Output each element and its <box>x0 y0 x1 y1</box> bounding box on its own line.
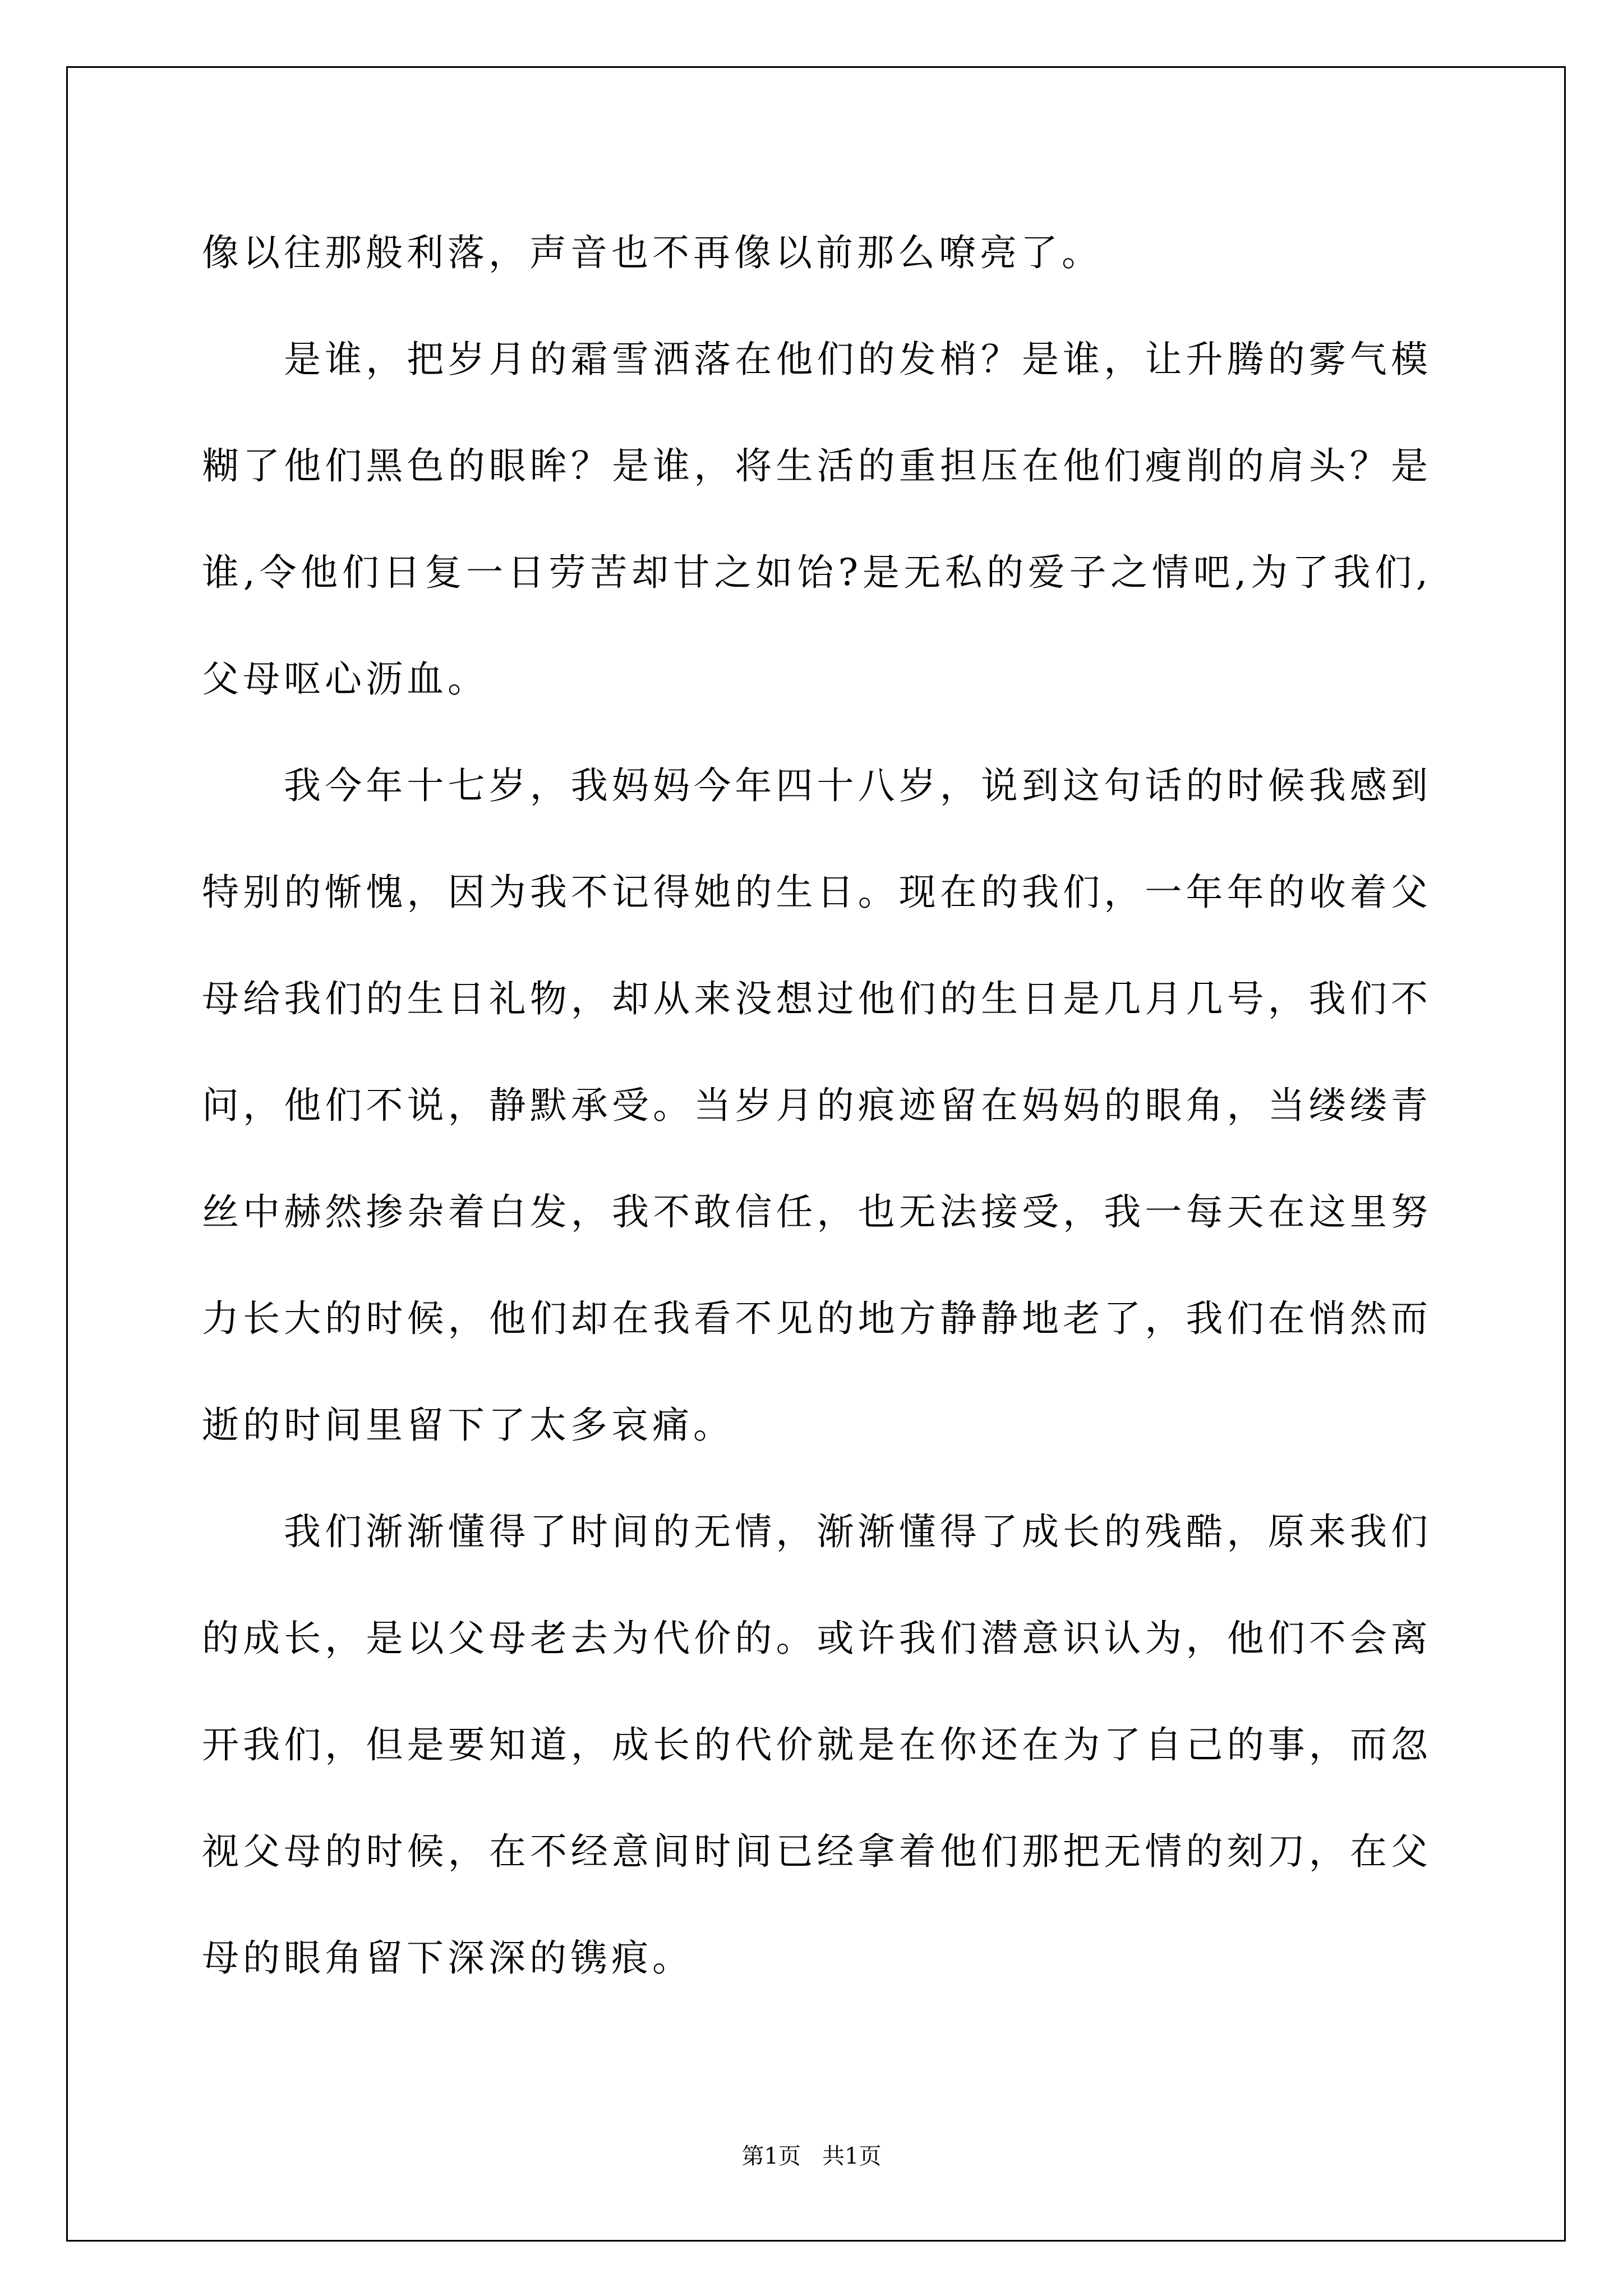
body-text-line: 我今年十七岁，我妈妈今年四十八岁，说到这句话的时候我感到 <box>284 764 1432 807</box>
body-text-line: 的成长，是以父母老去为代价的。或许我们潜意识认为，他们不会离 <box>202 1617 1432 1660</box>
body-text-line: 逝的时间里留下了太多哀痛。 <box>202 1404 734 1447</box>
paragraph <box>202 733 1432 1479</box>
body-text-line: 母给我们的生日礼物，却从来没想过他们的生日是几月几号，我们不 <box>202 977 1432 1020</box>
page-footer: 第1页 共1页 <box>741 2143 882 2169</box>
body-text-line: 特别的惭愧，因为我不记得她的生日。现在的我们，一年年的收着父 <box>202 871 1432 914</box>
paragraph <box>202 200 1432 306</box>
body-text-line: 视父母的时候，在不经意间时间已经拿着他们那把无情的刻刀，在父 <box>202 1830 1432 1873</box>
body-text-line: 力长大的时候，他们却在我看不见的地方静静地老了，我们在悄然而 <box>202 1297 1432 1340</box>
document-body <box>202 200 1432 2012</box>
body-text-line: 开我们，但是要知道，成长的代价就是在你还在为了自己的事，而忽 <box>202 1723 1432 1766</box>
body-text-line: 丝中赫然掺杂着白发，我不敢信任，也无法接受，我一每天在这里努 <box>202 1190 1432 1234</box>
body-text-line: 是谁，把岁月的霜雪洒落在他们的发梢？是谁，让升腾的雾气模 <box>284 338 1432 381</box>
body-text-line: 父母呕心沥血。 <box>202 657 488 701</box>
body-text-line: 糊了他们黑色的眼眸？是谁，将生活的重担压在他们瘦削的肩头？是 <box>202 444 1432 487</box>
body-text-line: 我们渐渐懂得了时间的无情，渐渐懂得了成长的残酷，原来我们 <box>284 1510 1432 1553</box>
paragraph <box>202 306 1432 733</box>
body-text-line: 母的眼角留下深深的镌痕。 <box>202 1936 693 1980</box>
body-text-line: 谁,令他们日复一日劳苦却甘之如饴?是无私的爱子之情吧,为了我们, <box>202 551 1432 594</box>
body-text-line: 像以往那般利落，声音也不再像以前那么嘹亮了。 <box>202 231 1103 274</box>
paragraph <box>202 1479 1432 2012</box>
body-text-line: 问，他们不说，静默承受。当岁月的痕迹留在妈妈的眼角，当缕缕青 <box>202 1084 1432 1127</box>
